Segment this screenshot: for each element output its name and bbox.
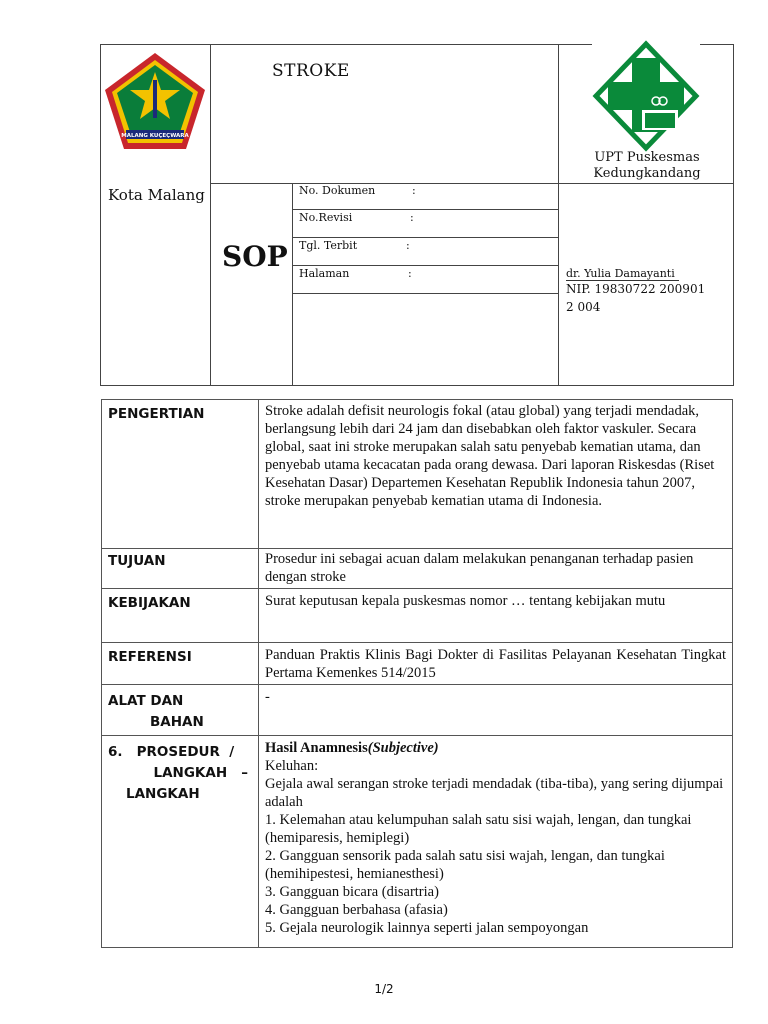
text-kebijakan: Surat keputusan kepala puskesmas nomor … tentang kebijakan mutu [259, 589, 733, 643]
prosedur-item: 2. Gangguan sensorik pada salah satu sisi wajah, lengan, dan tungkai (hemihipestesi, hemianesthesi) [265, 848, 665, 882]
prosedur-keluhan: Keluhan: [265, 758, 319, 774]
text-referensi: Panduan Praktis Klinis Bagi Dokter di Fasilitas Pelayanan Kesehatan Tingkat Pertama Kemenkes 514/2015 [259, 643, 733, 685]
meta-halaman: Halaman : [299, 267, 412, 280]
org-line-1: UPT Puskesmas [594, 150, 700, 165]
text-pengertian: Stroke adalah defisit neurologis fokal (atau global) yang terjadi mendadak, berlangsung lebih dari 24 jam dan disebabkan oleh faktor vaskuler. Secara global, saat ini stroke merupakan salah satu penyebab kematian utama, dan penyebab utama kecacatan pada orang dewasa. Dari laporan Riskesdas (Riset Kesehatan Dasar) Departemen Kesehatan Republik Indonesia tahun 2007, stroke merupakan penyebab kematian utama di Indonesia. [259, 400, 733, 549]
label-prosedur: 6. PROSEDUR / LANGKAH – LANGKAH [102, 736, 259, 948]
prosedur-heading: Hasil Anamnesis(Subjective) [265, 740, 439, 756]
row-alat-bahan [102, 685, 733, 736]
sop-label: SOP [222, 240, 288, 273]
signer-nip: NIP. 19830722 200901 2 004 [566, 282, 706, 314]
row-pengertian [102, 400, 733, 549]
city-name: Kota Malang [108, 186, 205, 204]
label-alat-bahan: ALAT DAN BAHAN [102, 685, 259, 736]
meta-no-dokumen: No. Dokumen : [299, 184, 416, 197]
text-alat-bahan: - [259, 685, 733, 736]
prosedur-item: 3. Gangguan bicara (disartria) [265, 884, 439, 900]
label-kebijakan: KEBIJAKAN [102, 589, 259, 643]
label-pengertian: PENGERTIAN [102, 400, 259, 549]
page-number: 1/2 [374, 982, 394, 996]
prosedur-item: 5. Gejala neurologik lainnya seperti jalan sempoyongan [265, 920, 589, 936]
prosedur-item: 1. Kelemahan atau kelumpuhan salah satu sisi wajah, lengan, dan tungkai (hemiparesis, hemiplegi) [265, 812, 692, 846]
prosedur-item: 4. Gangguan berbahasa (afasia) [265, 902, 448, 918]
kota-malang-logo [102, 50, 208, 152]
row-referensi [102, 643, 733, 685]
org-line-2: Kedungkandang [593, 166, 701, 181]
row-kebijakan [102, 589, 733, 643]
document-title: STROKE [272, 61, 350, 81]
logo-caption: MALANG KUÇEÇWARA [121, 133, 189, 139]
row-tujuan [102, 549, 733, 589]
label-tujuan: TUJUAN [102, 549, 259, 589]
prosedur-intro: Gejala awal serangan stroke terjadi mendadak (tiba-tiba), yang sering dijumpai adalah [265, 776, 724, 810]
text-tujuan: Prosedur ini sebagai acuan dalam melakukan penanganan terhadap pasien dengan stroke [259, 549, 733, 589]
meta-no-revisi: No.Revisi : [299, 211, 414, 224]
sop-content-table [101, 399, 733, 948]
label-referensi: REFERENSI [102, 643, 259, 685]
org-name [584, 150, 710, 182]
row-prosedur [102, 736, 733, 948]
text-prosedur [259, 736, 733, 948]
meta-tgl-terbit: Tgl. Terbit : [299, 239, 410, 252]
signer-name: dr. Yulia Damayanti [566, 267, 679, 280]
puskesmas-logo [592, 40, 700, 152]
